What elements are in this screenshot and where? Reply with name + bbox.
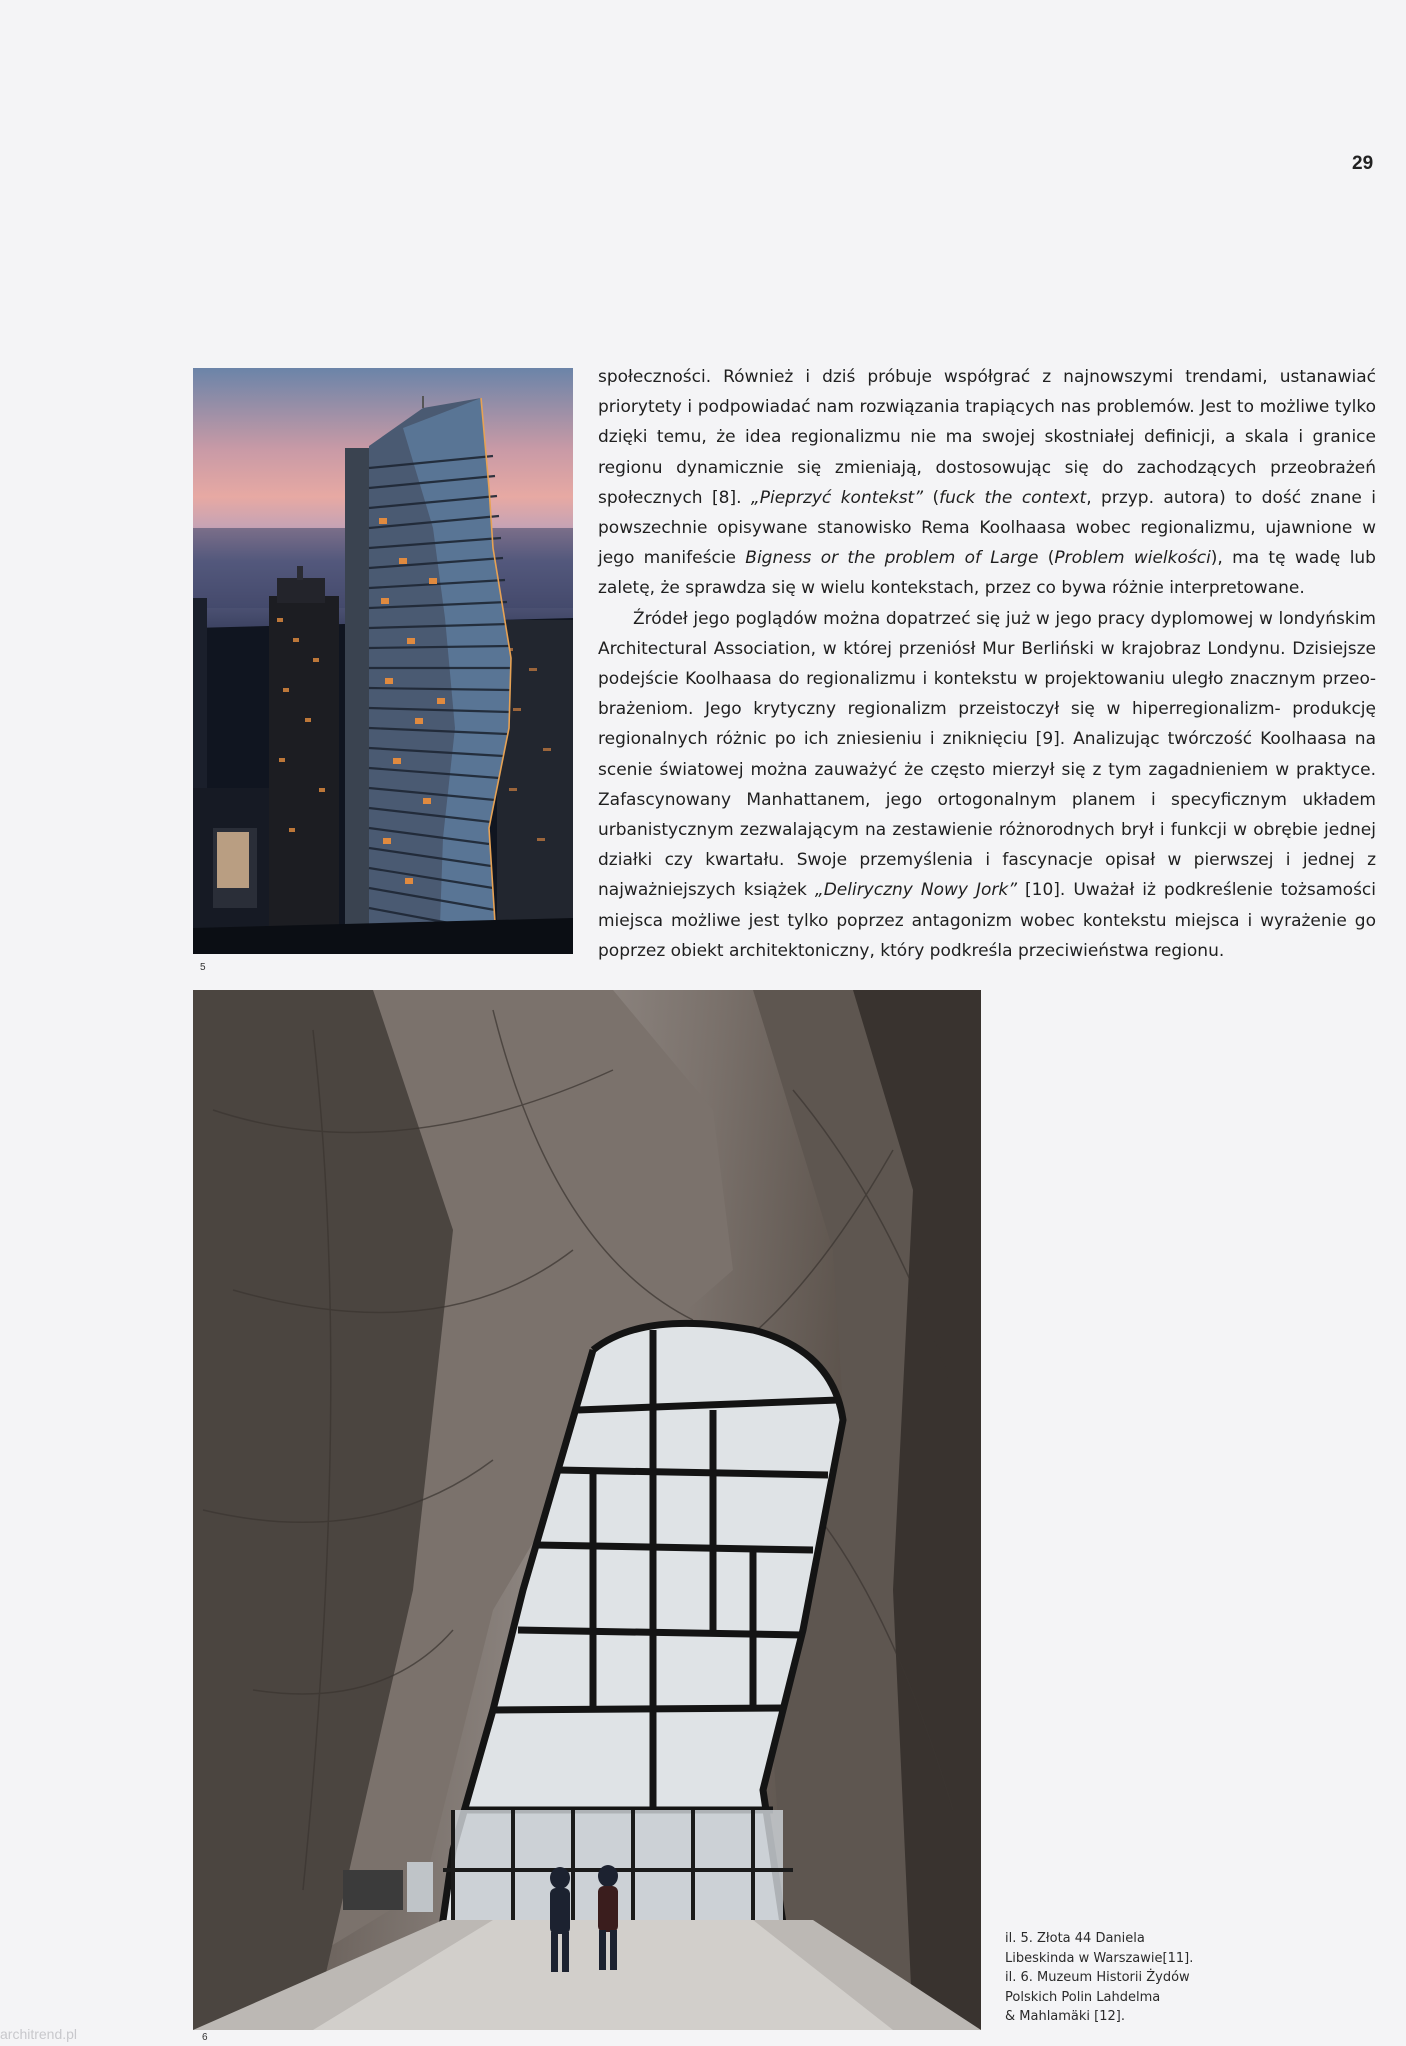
museum-interior-illustration (193, 990, 981, 2030)
body-text (598, 362, 1376, 966)
page-number: 29 (1352, 153, 1374, 174)
p1-run: , przyp. autora) to dość znane i powszechnie opisywane stanowisko Rema Koolhaasa wobec regionalizmu, ujawnione w jego manifeście (598, 487, 1376, 569)
p2-run: „Deliryczny Nowy Jork” (814, 880, 1018, 901)
caption-figure-5: il. 5. Złota 44 Daniela Libeskinda w Warszawie[11]. (1005, 1931, 1194, 1966)
figure-5-number: 5 (200, 962, 206, 973)
p1-run: „Pieprzyć kontekst” (750, 487, 924, 508)
p1-run: ( (1038, 548, 1055, 569)
paragraph-1 (598, 362, 1376, 604)
p1-run: Bigness or the problem of Large (745, 548, 1039, 569)
figure-6-photo (193, 990, 981, 2030)
caption-figure-6: il. 6. Muzeum Historii Żydów Polskich Polin Lahdelma & Mahlamäki [12]. (1005, 1970, 1190, 2024)
paragraph-2 (598, 604, 1376, 966)
p1-run: społeczności. Również i dziś próbuje współgrać z najnowszymi trendami, ustanawiać priorytety i podpowiadać nam rozwiązania trapiących nas problemów. Jest to możliwe tylko dzięki temu, że idea regionalizmu nie ma swojej skostniałej definicji, a skala i granice regionu dynamicznie się zmieniają, dostosowując się do zachodzących przeobrażeń społecznych [8]. (598, 367, 1376, 508)
p2-run: [10]. Uważał iż podkreślenie tożsamości miejsca możliwe jest tylko poprzez antagonizm wobec kontekstu miejsca i wyrażenie go poprzez obiekt architektoniczny, który podkreśla przeciwieństwa regionu. (598, 880, 1376, 961)
skyscraper-illustration (193, 368, 573, 954)
figure-caption (1005, 1929, 1205, 2027)
p2-run: Źródeł jego poglądów można dopatrzeć się już w jego pracy dyplomowej w londyńskim Architectural Association, w której przeniósł Mur Berliński w krajobraz Londynu. Dzisiejsze podejście Koolhaasa do regionalizmu i kontekstu w projektowaniu uległo znacznym przeobrażeniom. Jego krytyczny regionalizm przeistoczył się w hiperregionalizm- produkcję regionalnych różnic po ich zniesieniu i zniknięciu [9]. Analizując twórczość Koolhaasa na scenie światowej można zauważyć że często mierzył się z tym zagadnieniem w praktyce. Zafascynowany Manhattanem, jego ortogonalnym planem i specyficznym układem urbanistycznym zezwalającym na zestawienie różnorodnych brył i funkcji w obrębie jednej działki czy kwartału. Swoje przemyślenia i fascynacje opisał w pierwszej i jednej z najważniejszych książek (598, 608, 1376, 901)
figure-6-number: 6 (202, 2032, 208, 2043)
p1-run: fuck the context (939, 487, 1087, 508)
figure-5-photo (193, 368, 573, 954)
watermark: architrend.pl (0, 2026, 78, 2042)
p1-run: ), ma tę wadę lub zaletę, że sprawdza się w wielu kontekstach, przez co bywa różnie interpretowane. (598, 548, 1376, 599)
p1-run: Problem wielkości (1054, 548, 1211, 569)
p1-run: ( (923, 487, 940, 508)
